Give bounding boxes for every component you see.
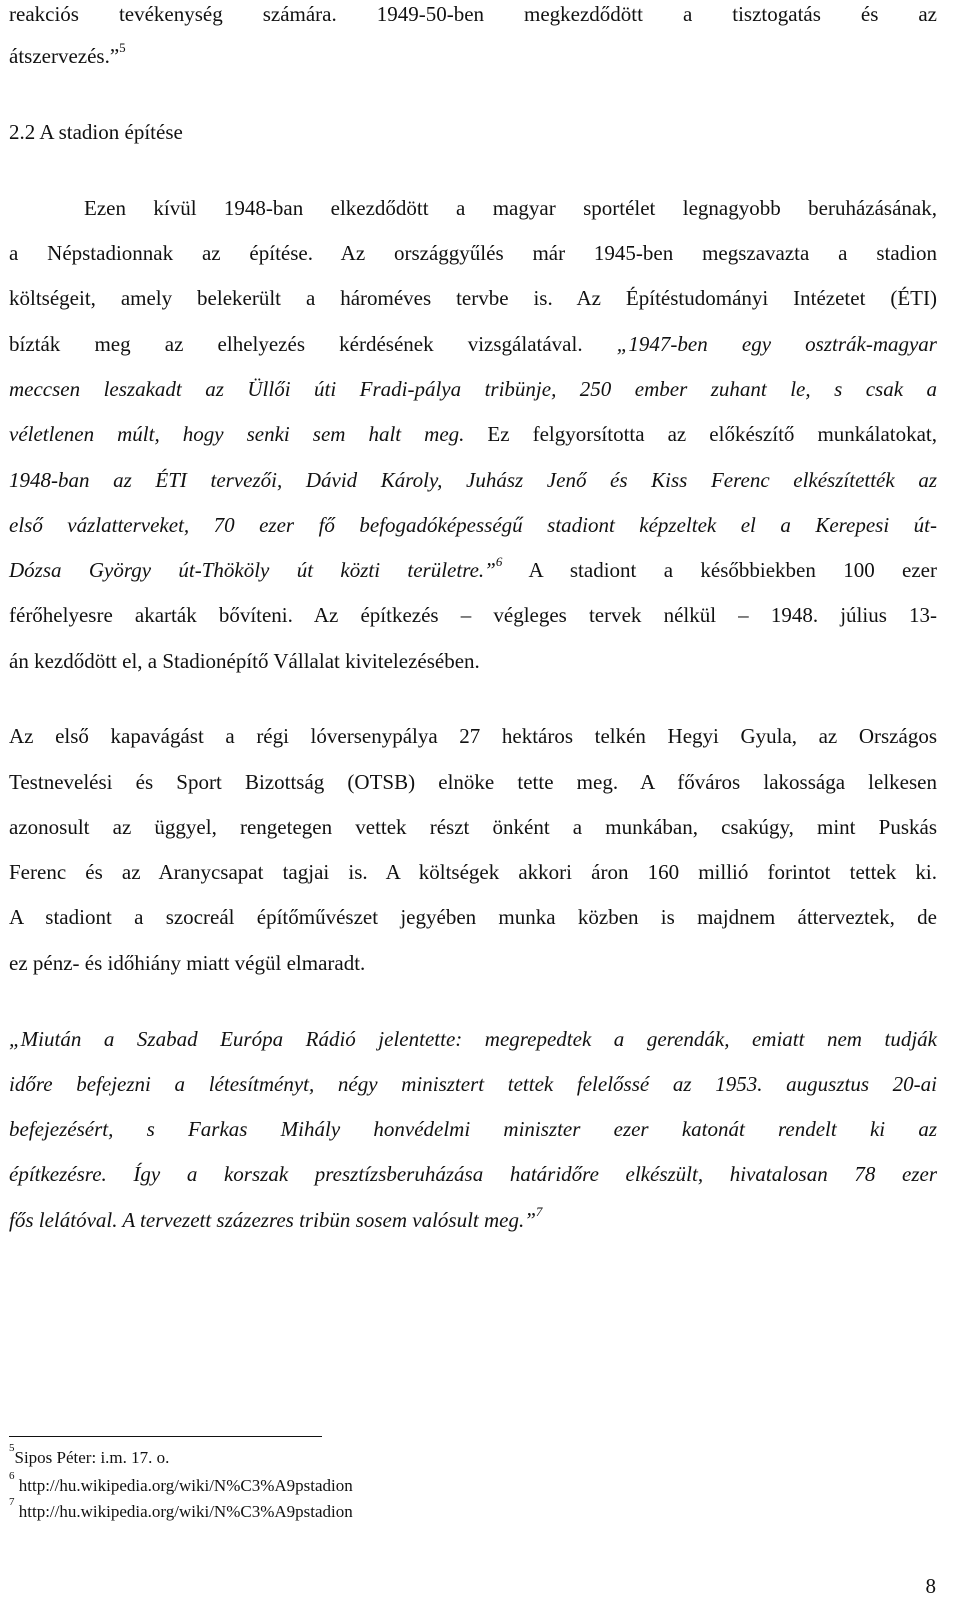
footnote-number: 5 (9, 1442, 15, 1455)
footnote (9, 1470, 353, 1496)
text-run: bízták meg az elhelyezés kérdésének vizsgálatával. (9, 332, 617, 356)
quote-run: „1947-ben egy osztrák-magyar (616, 332, 937, 356)
body-line (9, 813, 937, 841)
body-line (9, 0, 937, 28)
body-line (9, 420, 937, 448)
quote-run: „Miután a Szabad Európa Rádió jelentette: megrepedtek a gerendák, emiatt nem tudják (9, 1027, 937, 1051)
body-line (9, 903, 937, 931)
quote-run: fős lelátóval. A tervezett százezres tribün sosem valósult meg.” (9, 1208, 536, 1232)
body-line (9, 722, 937, 750)
footnote (9, 1496, 353, 1522)
body-line (9, 858, 937, 886)
footnote-separator (9, 1436, 322, 1437)
text-run: Ez felgyorsította az előkészítő munkálatokat, (464, 422, 937, 446)
footnote (9, 1442, 170, 1468)
body-line (9, 647, 937, 675)
text-run: azonosult az üggyel, rengetegen vettek részt önként a munkában, csakúgy, mint Puskás (9, 815, 937, 839)
text-run: költségeit, amely belekerült a hároméves tervbe is. Az Építéstudományi Intézetet (ÉTI) (9, 286, 937, 310)
body-line (9, 768, 937, 796)
quote-run: véletlenen múlt, hogy senki sem halt meg. (9, 422, 465, 446)
page-number: 8 (925, 1574, 936, 1598)
text-run: férőhelyesre akarták bővíteni. Az építkezés – végleges tervek nélkül – 1948. július 13- (9, 603, 937, 627)
body-line (9, 556, 937, 584)
footnote-ref: 5 (119, 40, 126, 55)
body-line (9, 511, 937, 539)
section-heading: 2.2 A stadion építése (9, 120, 183, 144)
text-run: Az első kapavágást a régi lóversenypálya 27 hektáros telkén Hegyi Gyula, az Országos (9, 724, 937, 748)
body-line (84, 194, 937, 222)
body-line (9, 375, 937, 403)
quote-line (9, 1206, 937, 1234)
quote-line (9, 1070, 937, 1098)
footnote-number: 6 (9, 1470, 15, 1483)
text-run: A stadiont a későbbiekben 100 ezer (502, 558, 937, 582)
quote-run: építkezésre. Így a korszak presztízsberuházása határidőre elkészült, hivatalosan 78 ezer (9, 1162, 937, 1186)
text-run: a Népstadionnak az építése. Az országgyűlés már 1945-ben megszavazta a stadion (9, 241, 937, 265)
quote-line (9, 1115, 937, 1143)
body-line (9, 284, 937, 312)
footnote-number: 7 (9, 1496, 15, 1509)
text-run: án kezdődött el, a Stadionépítő Vállalat kivitelezésében. (9, 649, 480, 673)
text-run: Ezen kívül 1948-ban elkezdődött a magyar sportélet legnagyobb beruházásának, (84, 196, 937, 220)
footnote-link[interactable]: http://hu.wikipedia.org/wiki/N%C3%A9pstadion (18, 1476, 353, 1495)
body-line (9, 330, 937, 358)
text-run: ez pénz- és időhiány miatt végül elmaradt. (9, 951, 366, 975)
body-line (9, 601, 937, 629)
body-line (9, 42, 937, 70)
quote-run: befejezésért, s Farkas Mihály honvédelmi miniszter ezer katonát rendelt ki az (9, 1117, 937, 1141)
footnote-text: Sipos Péter: i.m. 17. o. (14, 1448, 170, 1467)
quote-line (9, 1160, 937, 1188)
body-line (9, 949, 937, 977)
quote-run: Dózsa György út-Thököly út közti területre.” (9, 558, 496, 582)
body-line (9, 239, 937, 267)
quote-run: első vázlatterveket, 70 ezer fő befogadóképességű stadiont képzeltek el a Kerepesi út- (9, 513, 937, 537)
footnote-link[interactable]: http://hu.wikipedia.org/wiki/N%C3%A9pstadion (18, 1502, 353, 1521)
footnote-ref: 7 (535, 1204, 543, 1219)
text-run: A stadiont a szocreál építőművészet jegyében munka közben is majdnem átterveztek, de (9, 905, 937, 929)
quote-run: meccsen leszakadt az Üllői úti Fradi-pálya tribünje, 250 ember zuhant le, s csak a (9, 377, 937, 401)
text-run: Ferenc és az Aranycsapat tagjai is. A költségek akkori áron 160 millió forintot tettek ki. (9, 860, 937, 884)
text-run: reakciós tevékenység számára. 1949-50-ben megkezdődött a tisztogatás és az (9, 2, 937, 26)
quote-line (9, 1025, 937, 1053)
footnote-ref: 6 (495, 554, 503, 569)
text-run: átszervezés.” (9, 44, 120, 68)
quote-run: 1948-ban az ÉTI tervezői, Dávid Károly, Juhász Jenő és Kiss Ferenc elkészítették az (9, 468, 937, 492)
body-line (9, 466, 937, 494)
quote-run: időre befejezni a létesítményt, négy minisztert tettek felelőssé az 1953. augusztus 20-ai (9, 1072, 937, 1096)
text-run: Testnevelési és Sport Bizottság (OTSB) elnöke tette meg. A főváros lakossága lelkesen (9, 770, 937, 794)
